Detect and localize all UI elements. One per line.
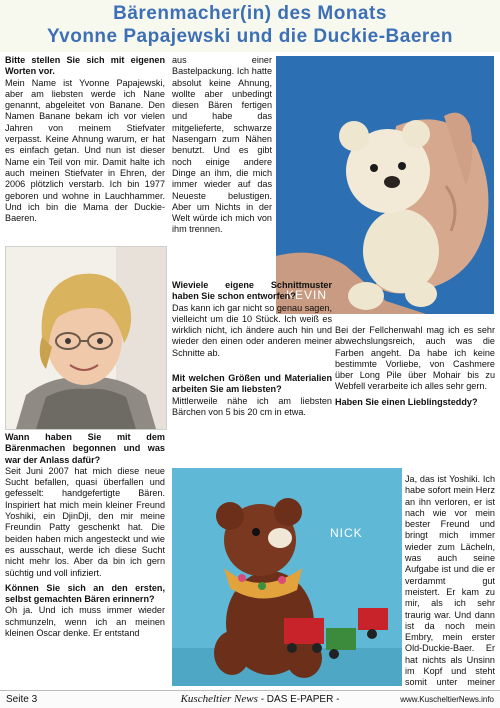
question-3: Können Sie sich an den ersten, selbst gemachten Bären erinnern? [5,582,165,605]
portrait-illustration [6,247,166,429]
answer-5-continued: Bei der Fellchenwahl mag ich es sehr abwechslungsreich, auch was die Farben angeht. Da habe ich keine bestimmte Vorliebe, von Cashmere über Long Pile über Mohair bis zu Webfell verarbeite ich alles sehr gern. [335,325,495,392]
edition-label: - DAS E-PAPER - [260,694,340,705]
column-1-intro [5,55,165,245]
header [0,0,500,52]
answer-3: Oh ja. Und ich muss immer wieder schmunzeln, wenn ich an meinen kleinen Oscar denke. Er entstand [5,605,165,639]
column-2-top [172,55,272,265]
page-number: Seite 3 [6,694,38,705]
nick-bear-illustration [172,468,402,686]
column-2-middle [172,280,332,466]
answer-4: Das kann ich gar nicht so genau sagen, vielleicht um die 10 Stück. Ich weiß es wirklich nicht, ich ändere auch hin und wieder den einen oder anderen meiner Schnitte ab. [172,302,332,358]
nick-photo [172,468,402,686]
answer-6: Ja, das ist Yoshiki. Ich habe sofort mein Herz an ihn verloren, er ist nach wie vor mein bester Freund und bringt mich immer wieder zum Lächeln, was auch seine Aufgabe ist und die er verdammt gut meistert. Er kam zu mir, als ich sehr traurig war. Und dann ist da noch mein Embry, mein erster Old-Duckie-Baer. Er hat nichts als Unsinn im Kopf und steht somit unter meiner [405,474,495,688]
question-4: Wieviele eigene Schnittmuster haben Sie schon entworfen? [172,280,332,302]
page-subtitle: Yvonne Papajewski und die Duckie-Baeren [47,26,453,47]
website-link[interactable]: www.KuscheltierNews.info [400,695,494,704]
column-1-lower [5,432,165,688]
column-3-top [335,325,495,465]
column-3-lower [405,474,495,688]
answer-5: Mittlerweile nähe ich am liebsten Bärchen von 5 bis 20 cm in etwa. [172,395,332,417]
answer-2: Seit Juni 2007 hat mich diese neue Sucht befallen, quasi überfallen und gefesselt: handgefertigte Bären. Inspiriert hat mich mein kleiner Freund Yoshiki, ein DjinDji, den mir meine Freundin Patty geschenkt hat. Die beiden haben mich angesteckt und wie es ausschaut, werde ich diese Sucht nicht mehr los. Aber da bin ich gern süchtig und voll infiziert. [5,465,165,578]
answer-1: Mein Name ist Yvonne Papajewski, aber am liebsten werde ich Nane genannt, abgeleitet von Banane. Den Namen Banane bekam ich vor vielen Jahren von meinem Stiefvater verpasst. Keine Ahnung warum, er hat es einfach getan. Und nun ist dieser Name ein Teil von mir. Damit halte ich auch meinen Stiefvater in Ehren, der 2006 plötzlich verstarb. Ich bin 1977 geboren und wohne in Lauchhammer. Und ich bin die Mama der Duckie-Baeren. [5,77,165,224]
page-title: Bärenmacher(in) des Monats [113,3,387,24]
answer-3-continued: aus einer Bastelpackung. Ich hatte absolut keine Ahnung, wollte aber unbedingt diesen Bären fertigen und habe das mitgelieferte, schwarze Nasengarn zum Nähen benutzt. Und es gibt noch einige andere Dinge an ihm, die mich immer wieder auf das Neueste belustigen. Aber um Nichts in der Welt würde ich mich von ihm trennen. [172,55,272,235]
kevin-caption: KEVIN [286,288,328,302]
question-6: Haben Sie einen Lieblingsteddy? [335,396,478,407]
portrait-photo [5,246,167,430]
question-5: Mit welchen Größen und Materialien arbeiten Sie am liebsten? [172,373,332,395]
magazine-name: Kuscheltier News [180,693,258,705]
kevin-bear-illustration [276,56,494,314]
nick-caption: NICK [330,526,363,540]
kevin-photo [276,56,494,314]
question-1: Bitte stellen Sie sich mit eigenen Worten vor. [5,55,165,77]
footer-publication [150,691,370,708]
footer [0,690,500,708]
question-2: Wann haben Sie mit dem Bärenmachen begonnen und was war der Anlass dafür? [5,432,165,465]
